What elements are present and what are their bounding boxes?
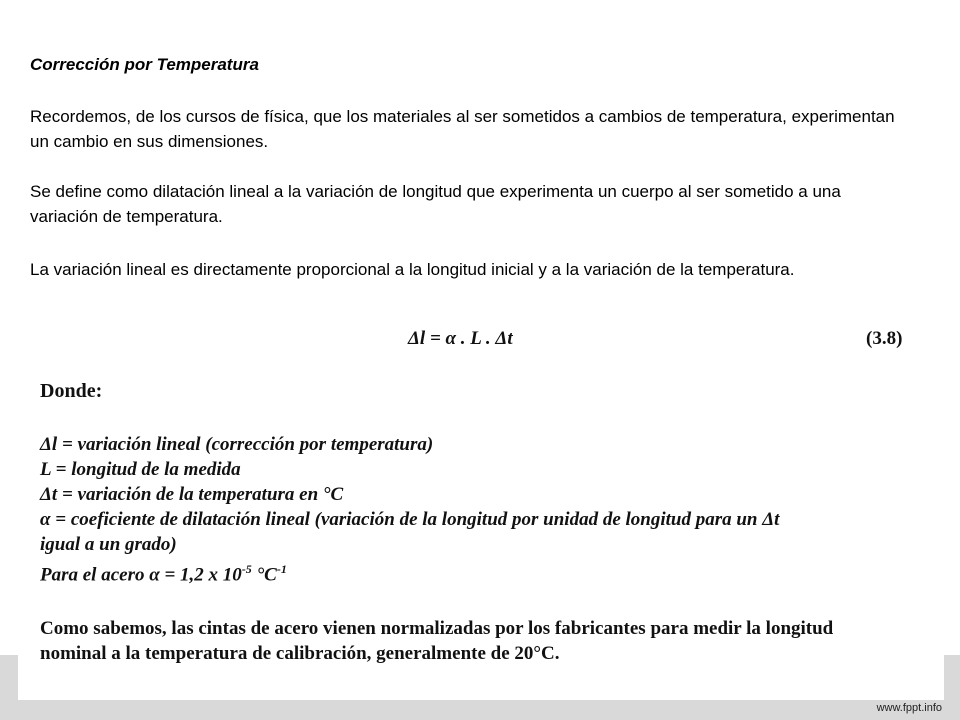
paragraph-3: La variación lineal es directamente proporcional a la longitud inicial y a la variación de la temperatura. [30, 260, 795, 279]
closing-line-2: nominal a la temperatura de calibración, generalmente de 20°C. [40, 643, 560, 664]
steel-unit-exponent: -1 [276, 562, 287, 576]
paragraph-2: Se define como dilatación lineal a la variación de longitud que experimenta un cuerpo al ser sometido a una variación de temperatura. [30, 182, 841, 226]
paragraph-1: Recordemos, de los cursos de física, que los materiales al ser sometidos a cambios de temperatura, experimentan un cambio en sus dimensiones. [30, 107, 895, 151]
section-heading: Corrección por Temperatura [30, 55, 259, 74]
definition-alpha-cont: igual a un grado) [40, 534, 177, 555]
definition-delta-l: Δl = variación lineal (corrección por temperatura) [40, 434, 434, 455]
closing-paragraph [40, 616, 920, 666]
site-url: www.fppt.info [876, 702, 942, 714]
formula-number: (3.8) [866, 328, 903, 349]
formula-expression: Δl = α . L . Δt [408, 328, 513, 349]
donde-label: Donde: [40, 380, 103, 402]
definition-l: L = longitud de la medida [40, 459, 241, 480]
steel-value-base: Para el acero α = 1,2 x 10 [40, 564, 242, 586]
closing-line-1: Como sabemos, las cintas de acero vienen normalizadas por los fabricantes para medir la longitud [40, 618, 834, 639]
definitions-list [40, 432, 915, 587]
definition-delta-t: Δt = variación de la temperatura en °C [40, 484, 344, 505]
steel-exponent: -5 [241, 562, 252, 576]
definition-steel [40, 557, 915, 587]
definition-alpha: α = coeficiente de dilatación lineal (variación de la longitud por unidad de longitud para un Δt [40, 509, 780, 530]
steel-unit: °C [251, 564, 277, 586]
